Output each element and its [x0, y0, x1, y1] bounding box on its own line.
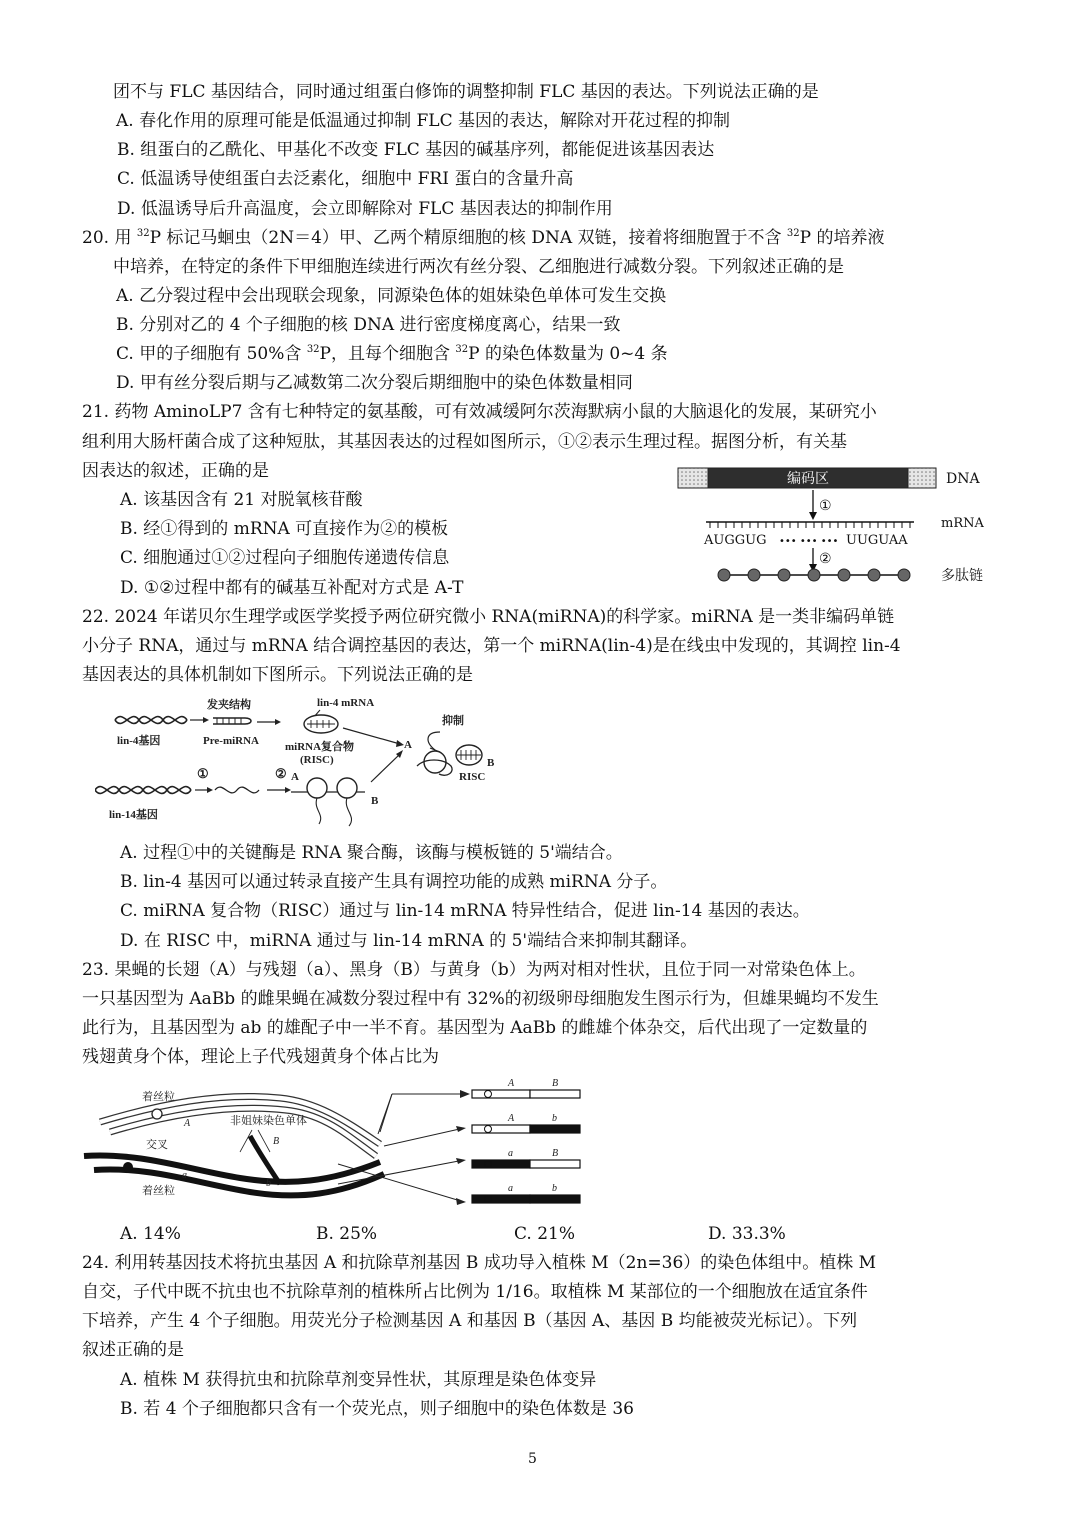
- label-b-top: B: [487, 757, 495, 769]
- gene-label-a: a: [182, 1170, 187, 1181]
- q22-stem-line2: 小分子 RNA，通过与 mRNA 结合调控基因的表达，第一个 miRNA(lin-4)是在线虫中发现的，其调控 lin-4: [82, 636, 901, 656]
- mrna-label: mRNA: [941, 516, 984, 531]
- cross-label: 交叉: [146, 1139, 168, 1151]
- mrna-seq-start: AUGGUG: [704, 533, 767, 548]
- q22-option-b: B. lin-4 基因可以通过转录直接产生具有调控功能的成熟 miRNA 分子。: [120, 872, 668, 892]
- label-a-top: A: [404, 739, 412, 751]
- q21-stem-line1: 21. 药物 AminoLP7 含有七种特定的氨基酸，可有效减缓阿尔茨海默病小鼠的大脑退化的发展，某研究小: [82, 402, 877, 422]
- step2-label: ②: [275, 766, 287, 781]
- chromatid-right-allele: B: [552, 1078, 559, 1089]
- q23-option-a: A. 14%: [120, 1224, 181, 1244]
- q19-option-b: B. 组蛋白的乙酰化、甲基化不改变 FLC 基因的碱基序列，都能促进该基因表达: [117, 140, 715, 160]
- q22-option-d: D. 在 RISC 中，miRNA 通过与 lin-14 mRNA 的 5'端结合来抑制其翻译。: [120, 931, 698, 951]
- chromatid-product: [472, 1148, 580, 1168]
- q21-option-b: B. 经①得到的 mRNA 可直接作为②的模板: [120, 519, 449, 539]
- q23-stem-line2: 一只基因型为 AaBb 的雌果蝇在减数分裂过程中有 32%的初级卵母细胞发生图示行为，但雄果蝇均不发生: [82, 989, 879, 1009]
- coding-region-label: 编码区: [787, 471, 829, 487]
- q21-option-d: D. ①②过程中都有的碱基互补配对方式是 A-T: [120, 578, 464, 598]
- chromatid-left-allele: A: [508, 1078, 515, 1089]
- label-b-bottom: B: [371, 795, 379, 807]
- pre-mirna-hairpin: [213, 718, 251, 724]
- lin14-gene-helix: [95, 787, 191, 794]
- risc-label: RISC: [459, 771, 486, 783]
- q24-stem-line4: 叙述正确的是: [82, 1340, 184, 1360]
- mrna-seq-end: UUGUAA: [846, 533, 908, 548]
- q21-option-c: C. 细胞通过①②过程向子细胞传递遗传信息: [120, 548, 450, 568]
- lin4-gene-label: lin-4基因: [117, 735, 161, 747]
- chromatid-left-allele: a: [508, 1148, 513, 1159]
- risc-paren-label: (RISC): [300, 754, 334, 766]
- complex-label: miRNA复合物: [285, 741, 355, 753]
- gene-label-b: b: [266, 1178, 271, 1189]
- q24-option-a: A. 植株 M 获得抗虫和抗除草剂变异性状，其原理是染色体变异: [120, 1370, 597, 1390]
- chromatid-product: [472, 1183, 580, 1203]
- step2-label: ②: [819, 551, 832, 567]
- page-number: 5: [528, 1451, 537, 1467]
- crossing-over-figure: [80, 1074, 590, 1214]
- gene-label-A: A: [184, 1118, 191, 1129]
- amino-acid-bead: [898, 569, 910, 581]
- hairpin-label: 发夹结构: [207, 699, 251, 711]
- q20-option-a: A. 乙分裂过程中会出现联会现象，同源染色体的姐妹染色单体可发生交换: [116, 286, 667, 306]
- q22-option-c: C. miRNA 复合物（RISC）通过与 lin-14 mRNA 特异性结合，促进 lin-14 基因的表达。: [120, 901, 810, 921]
- chromatid-centromere: [485, 1126, 492, 1133]
- q23-option-b: B. 25%: [316, 1224, 378, 1244]
- label-a-bottom: A: [291, 771, 299, 783]
- amino-acid-bead: [778, 569, 790, 581]
- chromatid-left-allele: a: [508, 1183, 513, 1194]
- product-arrows: [338, 1090, 470, 1205]
- dna-label: DNA: [946, 471, 980, 487]
- q20-option-c: C. 甲的子细胞有 50%含 $^{32}$P，且每个细胞含 $^{32}$P 的染色体数量为 0~4 条: [116, 344, 668, 364]
- lin14-mrna-wave: [215, 787, 259, 793]
- centromere-bottom-label: 着丝粒: [142, 1185, 175, 1197]
- chromatid-product: [472, 1113, 580, 1133]
- q20-stem-line2: 中培养，在特定的条件下甲细胞连续进行两次有丝分裂、乙细胞进行减数分裂。下列叙述正确的是: [113, 257, 844, 277]
- dna-flank-left: [678, 468, 708, 488]
- dna-flank-right: [908, 468, 936, 488]
- mrna-ticks: [710, 522, 910, 528]
- amino-acid-bead: [868, 569, 880, 581]
- chromatid-right-allele: b: [552, 1113, 557, 1124]
- step1-label: ①: [197, 766, 209, 781]
- q21-option-a: A. 该基因含有 21 对脱氧核苷酸: [120, 490, 363, 510]
- amino-acid-bead: [808, 569, 820, 581]
- lin14-ribosomes: [291, 778, 365, 826]
- polypeptide-label: 多肽链: [941, 568, 983, 584]
- mirna-mechanism-figure: [95, 692, 515, 832]
- q19-option-a: A. 春化作用的原理可能是低温通过抑制 FLC 基因的表达，解除对开花过程的抑制: [116, 111, 730, 131]
- q23-stem-line3: 此行为，且基因型为 ab 的雄配子中一半不育。基因型为 AaBb 的雌雄个体杂交，后代出现了一定数量的: [82, 1018, 868, 1038]
- centromere-top-dot: [152, 1109, 162, 1119]
- q24-stem-line2: 自交，子代中既不抗虫也不抗除草剂的植株所占比例为 1/16。取植株 M 某部位的一个细胞放在适宜条件: [82, 1282, 868, 1302]
- q19-option-d: D. 低温诱导后升高温度，会立即解除对 FLC 基因表达的抑制作用: [117, 199, 613, 219]
- chromatid-centromere: [485, 1091, 492, 1098]
- chromatid-centromere: [485, 1161, 492, 1168]
- amino-acid-bead: [748, 569, 760, 581]
- chromatid-product: [472, 1078, 580, 1098]
- nonsister-label: 非姐妹染色单体: [230, 1115, 307, 1127]
- q22-option-a: A. 过程①中的关键酶是 RNA 聚合酶，该酶与模板链的 5'端结合。: [120, 843, 623, 863]
- chromatid-products: [472, 1078, 580, 1203]
- mrna-seq-dots: ••• ••• •••: [779, 536, 839, 547]
- q22-stem-line1: 22. 2024 年诺贝尔生理学或医学奖授予两位研究微小 RNA(miRNA)的科学家。miRNA 是一类非编码单链: [82, 607, 895, 627]
- q24-stem-line1: 24. 利用转基因技术将抗虫基因 A 和抗除草剂基因 B 成功导入植株 M（2n=36）的染色体组中。植株 M: [82, 1253, 877, 1273]
- chromatid-left-allele: A: [508, 1113, 515, 1124]
- q23-option-d: D. 33.3%: [708, 1224, 786, 1244]
- q24-option-b: B. 若 4 个子细胞都只含有一个荧光点，则子细胞中的染色体数是 36: [120, 1399, 634, 1419]
- chromatid-centromere: [485, 1196, 492, 1203]
- q20-stem-line1: 20. 用 $^{32}$P 标记马蛔虫（2N＝4）甲、乙两个精原细胞的核 DNA 双链，接着将细胞置于不含 $^{32}$P 的培养液: [82, 228, 885, 248]
- q19-stem-line: 团不与 FLC 基因结合，同时通过组蛋白修饰的调整抑制 FLC 基因的表达。下列说法正确的是: [113, 82, 819, 102]
- lin4-mrna-label: lin-4 mRNA: [317, 697, 375, 709]
- lin4-gene-helix: [115, 717, 187, 724]
- q20-option-b: B. 分别对乙的 4 个子细胞的核 DNA 进行密度梯度离心，结果一致: [116, 315, 621, 335]
- gene-expression-figure: [676, 462, 1006, 592]
- q24-stem-line3: 下培养，产生 4 个子细胞。用荧光分子检测基因 A 和基因 B（基因 A、基因 B 均能被荧光标记）。下列: [82, 1311, 858, 1331]
- q21-stem-line2: 组利用大肠杆菌合成了这种短肽，其基因表达的过程如图所示，①②表示生理过程。据图分析，有关基: [82, 432, 847, 452]
- q23-stem-line1: 23. 果蝇的长翅（A）与残翅（a）、黑身（B）与黄身（b）为两对相对性状，且位于同一对常染色体上。: [82, 960, 866, 980]
- centromere-bottom-dot: [123, 1162, 133, 1172]
- gene-label-B: B: [273, 1136, 280, 1147]
- pre-mirna-label: Pre-miRNA: [203, 735, 259, 747]
- amino-acid-bead: [718, 569, 730, 581]
- amino-acid-bead: [838, 569, 850, 581]
- q23-option-c: C. 21%: [514, 1224, 575, 1244]
- centromere-top-label: 着丝粒: [142, 1091, 175, 1103]
- inhibit-label: 抑制: [442, 715, 464, 727]
- q23-stem-line4: 残翅黄身个体，理论上子代残翅黄身个体占比为: [82, 1047, 439, 1067]
- q21-stem-line3: 因表达的叙述，正确的是: [82, 461, 269, 481]
- q19-option-c: C. 低温诱导使组蛋白去泛素化，细胞中 FRI 蛋白的含量升高: [117, 169, 574, 189]
- chromatid-right-allele: b: [552, 1183, 557, 1194]
- lin14-gene-label: lin-14基因: [109, 809, 158, 821]
- step1-label: ①: [819, 498, 832, 514]
- q20-option-d: D. 甲有丝分裂后期与乙减数第二次分裂后期细胞中的染色体数量相同: [116, 373, 633, 393]
- q22-stem-line3: 基因表达的具体机制如下图所示。下列说法正确的是: [82, 665, 473, 685]
- inhibit-arrow: [428, 732, 440, 750]
- chromatid-right-allele: B: [552, 1148, 559, 1159]
